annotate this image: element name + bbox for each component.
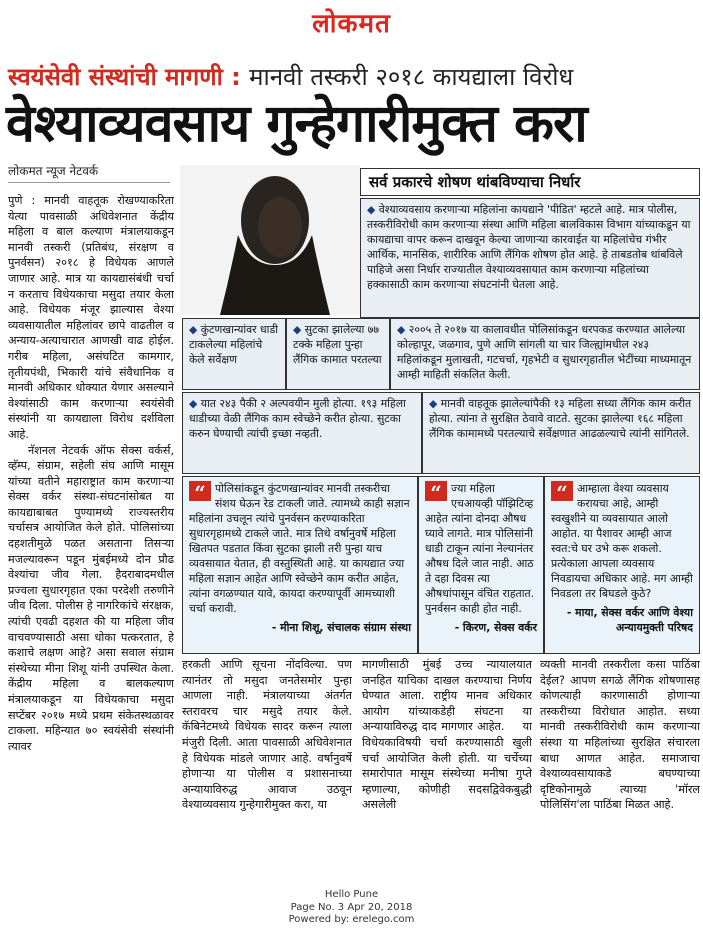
survey-box-3 xyxy=(390,318,700,390)
quote-box-1 xyxy=(182,476,418,654)
quote-text: पोलिसांकडून कुंटणखान्यांवर मानवी तस्करीचा संशय घेऊन रेड टाकली जाते. त्यामध्ये काही सज्ञान महिलांना उचलून त्यांचे पुनर्वसन करण्याकरिता सुधारगृहामध्ये टाकले जाते. मात्र तिथे वर्षानुवर्षे महिला खितपत पडतात किंवा सुटका झाली तरी पुन्हा याच व्यवसायात येतात, ही वस्तुस्थिती आहे. या कायद्यात ज्या महिला सज्ञान आहेत आणि स्वेच्छेने काम करीत आहेत, त्यांना वगळण्यात यावे, कायदा करण्यापूर्वी आमच्याशी चर्चा करावी. xyxy=(189,482,410,615)
survey-box-main xyxy=(360,198,700,318)
article-column-1 xyxy=(8,193,174,883)
diamond-bullet-icon: ◆ xyxy=(397,323,406,336)
footer-page-date: Page No. 3 Apr 20, 2018 xyxy=(290,901,413,913)
box-text: मानवी वाहतूक झालेल्यांपैकी १३ महिला सध्या लैंगिक काम करीत होत्या. त्यांना ते सुरक्षित ठेवावे वाटते. सुटका झालेल्या १६८ महिला लैंगिक कामामध्ये परतल्याचे सर्वेक्षणात आढळल्याचे त्यांनी सांगितले. xyxy=(429,397,692,440)
quote-mark-icon: “ xyxy=(425,481,447,501)
quote-text: ज्या महिला एचआयव्ही पॉझिटिव्ह आहेत त्यांना दोनदा औषध घ्यावे लागते. मात्र पोलिसांनी धाडी टाकून त्यांना नेल्यानंतर औषध दिले जात नाही. आठ ते दहा दिवस त्या औषधांपासून वंचित राहतात. पुनर्वसन काही होत नाही. xyxy=(425,482,535,615)
quote-box-2 xyxy=(418,476,544,654)
quote-attribution: - किरण, सेक्स वर्कर xyxy=(454,621,537,634)
kicker: स्वयंसेवी संस्थांची मागणी : xyxy=(8,63,241,91)
box-text: यात २४३ पैकी २ अल्पवयीन मुली होत्या. १९३ महिला धाडीच्या वेळी लैंगिक काम स्वेच्छेने करीत होत्या. सुटका करुन घेण्याची त्यांची इच्छा नव्हती. xyxy=(189,397,406,440)
byline: लोकमत न्यूज नेटवर्क xyxy=(8,162,170,183)
diamond-bullet-icon: ◆ xyxy=(367,203,376,216)
quote-text: आम्हाला वेश्या व्यवसाय करायचा आहे, आम्ही स्वखुशीने या व्यवसायात आलो आहोत. या पैशावर आम्ही आज स्वत:चे घर उभे करू शकलो. प्रत्येकाला आपला व्यवसाय निवडायचा अधिकार आहे. मग आम्ही निवडला तर बिघडले कुठे? xyxy=(551,482,693,600)
article-column-2: हरकती आणि सूचना नोंदविल्या. पण त्यानंतर तो मसुदा जनतेसमोर पुन्हा आणला नाही. मंत्रालयाच्या अंतर्गत स्तरावरच चार मसुदे तयार केले. कॅबिनेटमध्ये विधेयक सादर करून त्याला मंजुरी दिली. आता पावसाळी अधिवेशनात हे विधेयक मांडले जाणार आहे. वर्षानुवर्षे होणाऱ्या या पोलीस व प्रशासनाच्या अन्यायाविरुद्ध आवाज उठवून वेश्याव्यवसाय गुन्हेगारीमुक्त करा, या xyxy=(182,658,352,812)
quote-attribution: - मीना शिशू, संचालक संग्राम संस्था xyxy=(271,621,411,634)
masthead-logo: लोकमत xyxy=(312,9,391,39)
paragraph: पुणे : मानवी वाहतूक रोखण्याकरिता येत्या पावसाळी अधिवेशनात केंद्रीय महिला व बाल कल्याण मंत्रालयाकडून मानवी तस्करी (प्रतिबंध, संरक्षण व पुनर्वसन) २०१८ हे विधेयक आणले जाणार आहे. मात्र या कायद्यासंबंधी चर्चा न करताच विधेयकाचा मसुदा तयार केला आहे. विधेयक मंजूर झाल्यास वेश्या व्यवसायातील महिलांवर छापे वाढतील व अन्याय-अत्याचारात आणखी वाढ होईल. गरीब महिला, असंघटित कामगार, तृतीयपंथी, भिकारी यांचे संवैधानिक व मानवी अधिकार धोक्यात येणार असल्याने वेश्यांसाठी काम करणाऱ्या स्वयंसेवी संस्थांनी या कायद्याला विरोध दर्शविला आहे. xyxy=(8,194,174,441)
panel-title: सर्व प्रकारचे शोषण थांबविण्याचा निर्धार xyxy=(360,168,700,196)
article-column-4: व्यक्ती मानवी तस्करीला कसा पाठिंबा देईल? आपण सगळे लैंगिक शोषणासह कोणत्याही कारणासाठी होणाऱ्या तस्करीच्या विरोधात आहोत. सध्या मानवी तस्करीविरोधी काम करणाऱ्या संस्था या महिलांच्या सुरक्षित संचारला बाधा आणत आहेत. समाजाचा वेश्याव्यवसायाकडे बघण्याच्या दृष्टिकोनामुळे त्याच्या 'मॉरल पोलिसिंग'ला पाठिंबा मिळत आहे. xyxy=(540,658,700,812)
survey-box-1 xyxy=(182,318,286,390)
footer-powered-by: Powered by: erelego.com xyxy=(288,914,415,925)
quote-attribution: - माया, सेक्स वर्कर आणि वेश्या अन्यायमुक्ती परिषद xyxy=(566,606,693,634)
diamond-bullet-icon: ◆ xyxy=(189,397,198,410)
woman-silhouette-photo xyxy=(180,165,360,315)
box-text: २००५ ते २०१७ या कालावधीत पोलिसांकडून धरपकड करण्यात आलेल्या कोल्हापूर, जळगाव, पुणे आणि सांगली या चार जिल्ह्यांमधील २४३ महिलांकडून मुलाखती, गटचर्चा, गृहभेटी व सुधारगृहातील भेटींच्या माध्यमातून आम्ही माहिती संकलित केली. xyxy=(397,323,692,381)
diamond-bullet-icon: ◆ xyxy=(293,323,302,336)
box-text: सुटका झालेल्या ७७ टक्के महिला पुन्हा लैंगिक कामात परतल्या xyxy=(293,323,382,366)
diamond-bullet-icon: ◆ xyxy=(429,397,438,410)
footer-edition: Hello Pune xyxy=(324,889,379,900)
survey-box-5 xyxy=(422,392,700,474)
survey-box-4 xyxy=(182,392,422,474)
paragraph: नॅशनल नेटवर्क ऑफ सेक्स वर्कर्स, व्हॅम्प, संग्राम, सहेली संघ आणि मासूम यांच्या वतीने महाराष्ट्रात काम करणाऱ्या सेक्स वर्कर संस्था-संघटनांसोबत या कायद्याबाबत पुण्यामध्ये राज्यस्तरीय चर्चासत्र आयोजित केले होते. पोलिसांच्या दहशतीमुळे पळत असताना तिसऱ्या मजल्यावरून पडून मुंबईमध्ये दोन प्रौढ वेश्यांचा जीव गेला. हैदराबादमधील प्रज्वला सुधारगृहात एका परदेशी तरुणीने जीव दिला. पोलीस हे नागरिकांचे संरक्षक, त्यांची एवढी दहशत की या महिला जीव वाचवण्यासाठी असा धोका पत्करतात, हे कशाचे लक्षण आहे? असा सवाल संग्राम संस्थेच्या मीना शिशू यांनी उपस्थित केला. केंद्रीय महिला व बालकल्याण मंत्रालयाकडून या विधेयकाचा मसुदा सप्टेंबर २०१७ मध्ये प्रथम संकेतस्थळावर टाकला. महिन्यात ७० स्वयंसेवी संस्थांनी त्यावर xyxy=(8,443,174,753)
box-text: वेश्याव्यवसाय करणाऱ्या महिलांना कायद्याने 'पीडित' म्हटले आहे. मात्र पोलीस, तस्करीविरोधी काम करणाऱ्या संस्था आणि महिला बालविकास विभाग यांच्याकडून या कायद्याचा वापर करून दाखवून केल्या जाणाऱ्या कारवाईत या महिलांचेच गंभीर आर्थिक, मानसिक, शारीरिक आणि लैंगिक शोषण होत आहे. हे ताबडतोब थांबविले पाहिजे असा निर्धार राज्यातील वेश्याव्यवसायात काम करणाऱ्या महिलांच्या हक्कासाठी काम करणाऱ्या संघटनांनी घेतला आहे. xyxy=(367,203,691,291)
quote-mark-icon: “ xyxy=(551,481,573,501)
quote-mark-icon: “ xyxy=(189,481,211,501)
survey-box-2 xyxy=(286,318,390,390)
box-text: कुंटणखान्यांवर धाडी टाकलेल्या महिलांचे केले सर्वेक्षण xyxy=(189,323,279,366)
quote-box-3 xyxy=(544,476,700,654)
article-column-3: मागणीसाठी मुंबई उच्च न्यायालयात जनहित याचिका दाखल करण्याचा निर्णय घेण्यात आला. राष्ट्रीय मानव अधिकार आयोग यांच्याकडेही संघटना या अन्यायाविरुद्ध दाद मागणार आहेत. या विधेयकाविषयी चर्चा करण्यासाठी खुली चर्चा आयोजित केली होती. या चर्चेच्या समारोपात मासूम संस्थेच्या मनीषा गुप्ते म्हणाल्या, कोणीही सदसद्विवेकबुद्धी असलेली xyxy=(362,658,532,812)
main-headline: वेश्याव्यवसाय गुन्हेगारीमुक्त करा xyxy=(6,94,587,154)
page-footer xyxy=(0,889,703,927)
subheadline: मानवी तस्करी २०१८ कायद्याला विरोध xyxy=(249,63,574,91)
diamond-bullet-icon: ◆ xyxy=(189,323,198,336)
